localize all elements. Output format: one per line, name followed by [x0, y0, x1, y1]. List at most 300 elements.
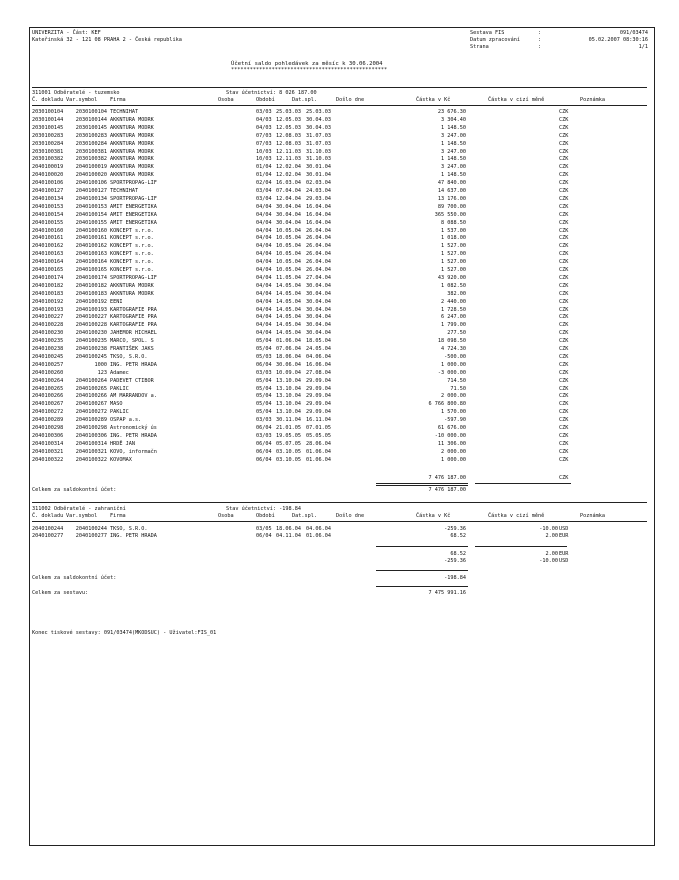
cell-doslo: 01.06.04 [306, 533, 331, 539]
cell-firma: TKSO, S.R.O. [110, 353, 148, 360]
cell-doklad: 2040100244 [32, 526, 64, 532]
cell-obdobi: 06/04 [256, 440, 272, 447]
cell-castka-kc: 1 537.00 [441, 227, 466, 234]
cell-mena: CZK [559, 180, 569, 187]
cell-mena: CZK [559, 251, 569, 258]
cell-doslo: 18.05.04 [306, 338, 331, 345]
cell-castka-kc: 1 570.00 [441, 409, 466, 416]
cell-mena: CZK [559, 274, 569, 281]
cell-varsymbol: 2040100267 [75, 401, 107, 408]
cell-varsymbol: 2040100163 [75, 251, 107, 258]
cell-castka-kc: 18 098.50 [437, 338, 466, 345]
cell-castka-kc: 1 148.50 [441, 140, 466, 147]
cell-firma: FRANTIŠEK JAKS [110, 346, 154, 352]
col-datspl: Dat.spl. [292, 513, 317, 519]
cell-doslo: 01.06.04 [306, 456, 331, 463]
cell-firma: TKSO, S.R.O. [110, 526, 148, 532]
cell-varsymbol: 2040100230 [75, 330, 107, 337]
cell-obdobi: 03/04 [256, 188, 272, 194]
cell-castka-kc: 23 676.30 [437, 109, 466, 115]
cell-castka-kc: 1 527.00 [441, 267, 466, 273]
cell-datspl: 12.11.03 [276, 148, 301, 155]
cell-doslo: 30.04.04 [306, 282, 331, 289]
cell-obdobi: 05/04 [256, 385, 272, 392]
cell-doklad: 2040100228 [32, 322, 64, 329]
cell-obdobi: 04/04 [256, 259, 272, 266]
value-datum: 05.02.2007 08:30:16 [588, 37, 648, 43]
section-stav: Stav účetnictví: 8 026 187.00 [226, 90, 317, 96]
cell-obdobi: 04/04 [256, 211, 272, 218]
cell-castka-kc: 68.52 [450, 533, 466, 539]
cell-doslo: 16.11.04 [306, 417, 331, 424]
label-sestava: Sestava FIS [470, 30, 505, 36]
cell-castka-kc: -10 000.00 [434, 432, 466, 439]
cell-mena: CZK [559, 282, 569, 289]
cell-datspl: 18.06.04 [276, 353, 301, 360]
cell-firma: AMIT ENERGETIKA [110, 203, 157, 210]
cell-datspl: 10.05.04 [276, 235, 301, 242]
subtotal-amount: 68.52 [450, 551, 466, 557]
cell-mena: CZK [559, 148, 569, 155]
cell-varsymbol: 2040100277 [75, 533, 107, 539]
cell-obdobi: 04/04 [256, 330, 272, 337]
cell-castka-kc: 89 700.00 [437, 203, 466, 210]
colon: : [538, 37, 542, 43]
cell-mena: USD [559, 526, 569, 532]
subtotal-rule [559, 483, 571, 484]
cell-castka-kc: 1 148.50 [441, 124, 466, 131]
cell-castka-kc: 3 247.00 [441, 132, 466, 139]
cell-datspl: 11.05.04 [276, 274, 301, 281]
cell-castka-kc: -500.00 [444, 353, 466, 360]
cell-datspl: 10.05.04 [276, 259, 301, 266]
divider [32, 521, 647, 522]
cell-castka-kc: 2 000.00 [441, 448, 466, 455]
cell-varsymbol: 2040100228 [75, 322, 107, 329]
cell-mena: CZK [559, 338, 569, 345]
cell-varsymbol: 2040100134 [75, 195, 107, 202]
cell-doslo: 29.09.04 [306, 377, 331, 384]
col-doklad: Č. dokladu [32, 97, 64, 103]
grand-total-label: Celkem za sestavu: [32, 590, 89, 596]
cell-datspl: 16.03.04 [276, 180, 301, 187]
cell-castka-kc: 1 728.50 [441, 306, 466, 313]
cell-mena: CZK [559, 195, 569, 202]
cell-firma: PAKLIC [110, 385, 129, 392]
cell-doslo: 31.07.03 [306, 132, 331, 139]
col-doklad: Č. dokladu [32, 513, 64, 519]
cell-castka-kc: 13 176.00 [437, 195, 466, 202]
cell-datspl: 12.11.03 [276, 156, 301, 163]
cell-doslo: 30.04.03 [306, 116, 331, 123]
cell-datspl: 12.05.03 [276, 116, 301, 123]
cell-castka-kc: 1 148.50 [441, 156, 466, 163]
cell-mena: CZK [559, 164, 569, 171]
cell-firma: AM MARRANDOV a. [110, 393, 157, 400]
colon: : [538, 30, 542, 36]
cell-varsymbol: 2040100314 [75, 440, 107, 447]
cell-firma: MASO [110, 401, 123, 408]
cell-datspl: 12.02.04 [276, 172, 301, 179]
cell-doklad: 2040100314 [32, 440, 64, 447]
cell-datspl: 14.05.04 [276, 322, 301, 329]
cell-firma: AKKNTURA MODRK [110, 132, 154, 139]
cell-datspl: 18.06.04 [276, 526, 301, 532]
cell-mena: CZK [559, 227, 569, 234]
cell-firma: KOVOMAX [110, 456, 132, 463]
cell-doslo: 30.04.04 [306, 306, 331, 313]
cell-mena: CZK [559, 306, 569, 313]
cell-firma: AKKNTURA MODRK [110, 172, 154, 179]
cell-firma: SPORTPROPAG-LIF [110, 274, 157, 281]
cell-doslo: 04.06.04 [306, 353, 331, 360]
cell-mena: CZK [559, 409, 569, 416]
cell-obdobi: 05/04 [256, 338, 272, 345]
cell-mena: CZK [559, 448, 569, 455]
subtotal-rule [475, 546, 567, 547]
subtotal-currency: EUR [559, 551, 569, 557]
cell-varsymbol: 2040100298 [75, 425, 107, 431]
cell-doklad: 2040100227 [32, 314, 64, 321]
cell-obdobi: 04/04 [256, 243, 272, 250]
cell-doklad: 2030100284 [32, 140, 64, 147]
cell-varsymbol: 2040100161 [75, 235, 107, 242]
cell-firma: JAHEMOR HICHAEL [110, 330, 157, 337]
cell-varsymbol: 2040100266 [75, 393, 107, 400]
cell-firma: KONCEPT s.r.o. [110, 243, 154, 250]
cell-doklad: 2040100235 [32, 338, 64, 345]
cell-doklad: 2040100162 [32, 243, 64, 250]
cell-castka-kc: 3 247.00 [441, 148, 466, 155]
cell-obdobi: 04/04 [256, 306, 272, 313]
cell-firma: OSPAP a.s. [110, 417, 142, 424]
cell-doslo: 31.07.03 [306, 140, 331, 147]
value-sestava: 091/03474 [619, 30, 648, 36]
title-underline: ************************************************** [231, 67, 388, 73]
cell-firma: ING. PETR HRADA [110, 361, 157, 368]
cell-firma: AKKNTURA MODRK [110, 156, 154, 163]
cell-doklad: 2030100104 [32, 109, 64, 115]
cell-doslo: 26.04.04 [306, 227, 331, 234]
cell-castka-kc: 6 247.00 [441, 314, 466, 321]
cell-firma: EENI [110, 298, 123, 305]
cell-varsymbol: 2040100162 [75, 243, 107, 250]
cell-obdobi: 04/04 [256, 203, 272, 210]
cell-doklad: 2040100267 [32, 401, 64, 408]
cell-mena: CZK [559, 124, 569, 131]
cell-datspl: 13.10.04 [276, 377, 301, 384]
cell-mena: CZK [559, 109, 569, 115]
cell-datspl: 03.10.05 [276, 448, 301, 455]
cell-obdobi: 04/04 [256, 314, 272, 321]
cell-mena: CZK [559, 188, 569, 194]
cell-doslo: 30.04.03 [306, 124, 331, 131]
cell-firma: KONCEPT s.r.o. [110, 227, 154, 234]
cell-varsymbol: 2030100104 [75, 109, 107, 115]
cell-varsymbol: 2040100174 [75, 274, 107, 281]
cell-obdobi: 05/04 [256, 377, 272, 384]
cell-obdobi: 04/03 [256, 116, 272, 123]
cell-doslo: 16.04.04 [306, 211, 331, 218]
cell-varsymbol: 2030100382 [75, 156, 107, 163]
cell-datspl: 10.05.04 [276, 267, 301, 273]
cell-doslo: 27.04.04 [306, 274, 331, 281]
cell-doslo: 29.09.04 [306, 409, 331, 416]
cell-datspl: 25.03.03 [276, 109, 301, 115]
subtotal-amount: 7 476 187.00 [428, 475, 466, 481]
cell-datspl: 19.05.05 [276, 432, 301, 439]
cell-varsymbol: 2030100145 [75, 124, 107, 131]
cell-datspl: 07.04.04 [276, 188, 301, 194]
cell-obdobi: 04/04 [256, 322, 272, 329]
cell-doklad: 2040100161 [32, 235, 64, 242]
cell-datspl: 10.09.04 [276, 369, 301, 376]
org-address: Kateřinská 32 - 121 08 PRAHA 2 - Česká republika [32, 37, 182, 43]
cell-mena: CZK [559, 132, 569, 139]
cell-mena: CZK [559, 330, 569, 337]
cell-varsymbol: 2040100019 [75, 164, 107, 171]
cell-mena: CZK [559, 314, 569, 321]
cell-castka-cizi: 2.00 [545, 533, 558, 539]
subtotal-foreign: 2.00 [545, 551, 558, 557]
cell-firma: KONCEPT s.r.o. [110, 235, 154, 242]
cell-doklad: 2040100163 [32, 251, 64, 258]
cell-doslo: 04.06.04 [306, 526, 331, 532]
cell-mena: CZK [559, 353, 569, 360]
cell-varsymbol: 2040100106 [75, 180, 107, 187]
cell-obdobi: 07/03 [256, 132, 272, 139]
cell-doslo: 30.04.04 [306, 290, 331, 297]
cell-firma: KONCEPT s.r.o. [110, 259, 154, 266]
cell-datspl: 13.10.04 [276, 401, 301, 408]
cell-firma: KARTOGRAFIE PRA [110, 322, 157, 329]
cell-doslo: 29.09.04 [306, 393, 331, 400]
cell-firma: KONCEPT s.r.o. [110, 267, 154, 273]
cell-mena: CZK [559, 432, 569, 439]
section1-total-amount: 7 476 187.00 [428, 487, 466, 493]
cell-doslo: 05.05.05 [306, 432, 331, 439]
cell-doslo: 30.04.04 [306, 322, 331, 329]
cell-doklad: 2040100322 [32, 456, 64, 463]
subtotal-rule [376, 483, 468, 484]
section2-total-label: Celkem za saldokontní účet: [32, 575, 117, 581]
cell-datspl: 13.10.04 [276, 385, 301, 392]
cell-doslo: 02.03.04 [306, 180, 331, 187]
cell-varsymbol: 2040100183 [75, 290, 107, 297]
cell-datspl: 12.05.03 [276, 124, 301, 131]
cell-varsymbol: 2040100193 [75, 306, 107, 313]
cell-castka-kc: 43 920.00 [437, 274, 466, 281]
col-obdobi: Období [256, 513, 275, 519]
col-doslo: Došlo dne [336, 97, 365, 103]
cell-firma: HRDĚ JAN [110, 440, 135, 447]
cell-datspl: 30.04.04 [276, 203, 301, 210]
cell-doklad: 2030100145 [32, 124, 64, 131]
cell-mena: CZK [559, 377, 569, 384]
cell-obdobi: 04/04 [256, 227, 272, 234]
cell-mena: CZK [559, 156, 569, 163]
cell-doslo: 07.01.05 [306, 425, 331, 431]
cell-varsymbol: 2040100265 [75, 385, 107, 392]
cell-castka-kc: 4 724.30 [441, 346, 466, 352]
cell-obdobi: 01/04 [256, 164, 272, 171]
cell-doklad: 2040100265 [32, 385, 64, 392]
cell-varsymbol: 2040100227 [75, 314, 107, 321]
cell-varsymbol: 2040100192 [75, 298, 107, 305]
cell-mena: CZK [559, 425, 569, 431]
cell-obdobi: 04/04 [256, 274, 272, 281]
cell-doslo: 26.04.04 [306, 251, 331, 258]
col-varsymbol: Var.symbol [66, 97, 98, 103]
cell-obdobi: 06/04 [256, 456, 272, 463]
cell-doklad: 2040100257 [32, 361, 64, 368]
cell-mena: CZK [559, 219, 569, 226]
cell-doklad: 2030100283 [32, 132, 64, 139]
cell-firma: AKKNTURA MODRK [110, 116, 154, 123]
cell-mena: CZK [559, 172, 569, 179]
footer-text: Konec tiskové sestavy: 091/03474(MKODSUC) - Uživatel:FIS_01 [32, 630, 217, 636]
section2-total-amount: -198.84 [444, 575, 466, 581]
cell-castka-kc: 71.50 [450, 385, 466, 392]
cell-doslo: 01.06.04 [306, 448, 331, 455]
cell-doklad: 2040100165 [32, 267, 64, 273]
cell-castka-kc: 1 018.00 [441, 235, 466, 242]
cell-doslo: 16.06.04 [306, 361, 331, 368]
cell-doslo: 30.04.04 [306, 330, 331, 337]
subtotal-rule [376, 546, 468, 547]
cell-castka-kc: 277.50 [447, 330, 466, 337]
total-rule [376, 485, 468, 486]
cell-doklad: 2040100182 [32, 282, 64, 289]
divider [32, 502, 647, 503]
cell-obdobi: 03/03 [256, 369, 272, 376]
cell-mena: CZK [559, 322, 569, 329]
cell-castka-kc: 3 304.40 [441, 116, 466, 123]
cell-castka-kc: 1 527.00 [441, 243, 466, 250]
cell-varsymbol: 2040100321 [75, 448, 107, 455]
cell-datspl: 05.07.05 [276, 440, 301, 447]
cell-doslo: 16.04.04 [306, 219, 331, 226]
cell-obdobi: 06/04 [256, 448, 272, 455]
cell-obdobi: 05/04 [256, 393, 272, 400]
cell-varsymbol: 2040100322 [75, 456, 107, 463]
subtotal-currency: USD [559, 558, 569, 564]
cell-mena: CZK [559, 401, 569, 408]
cell-obdobi: 01/04 [256, 172, 272, 179]
cell-firma: KARTOGRAFIE PRA [110, 306, 157, 313]
cell-firma: PADEVET CTIBOR [110, 377, 154, 384]
cell-datspl: 30.04.04 [276, 211, 301, 218]
cell-doslo: 28.06.04 [306, 440, 331, 447]
cell-doklad: 2040100106 [32, 180, 64, 187]
divider [32, 105, 647, 106]
cell-firma: AKKNTURA MODRK [110, 124, 154, 131]
cell-obdobi: 10/03 [256, 148, 272, 155]
cell-mena: CZK [559, 393, 569, 400]
cell-firma: AKKNTURA MODRK [110, 164, 154, 171]
cell-doklad: 2040100321 [32, 448, 64, 455]
cell-varsymbol: 2040100155 [75, 219, 107, 226]
cell-doklad: 2040100238 [32, 346, 64, 352]
cell-castka-kc: 1 148.50 [441, 172, 466, 179]
cell-firma: TECHNIHAT [110, 188, 139, 194]
cell-castka-kc: 8 088.50 [441, 219, 466, 226]
cell-mena: CZK [559, 417, 569, 424]
cell-datspl: 12.08.03 [276, 132, 301, 139]
cell-doklad: 2040100160 [32, 227, 64, 234]
cell-doklad: 2040100192 [32, 298, 64, 305]
cell-doklad: 2040100020 [32, 172, 64, 179]
section-heading: 311001 Odběratelé - tuzemsko [32, 90, 120, 96]
cell-datspl: 04.11.04 [276, 533, 301, 539]
subtotal-currency: CZK [559, 475, 569, 481]
cell-doklad: 2030100381 [32, 148, 64, 155]
col-osoba: Osoba [218, 513, 234, 519]
cell-datspl: 01.06.04 [276, 338, 301, 345]
cell-datspl: 14.05.04 [276, 282, 301, 289]
cell-doklad: 2040100134 [32, 195, 64, 202]
cell-firma: AKKNTURA MODRK [110, 140, 154, 147]
cell-varsymbol: 123 [97, 369, 107, 376]
cell-doklad: 2030100144 [32, 116, 64, 123]
cell-obdobi: 04/04 [256, 298, 272, 305]
cell-doslo: 30.04.04 [306, 298, 331, 305]
cell-doklad: 2040100260 [32, 369, 64, 376]
cell-doslo: 31.10.03 [306, 148, 331, 155]
cell-doklad: 2040100277 [32, 533, 64, 539]
cell-mena: CZK [559, 243, 569, 250]
cell-varsymbol: 2030100144 [75, 116, 107, 123]
cell-datspl: 14.05.04 [276, 290, 301, 297]
cell-doklad: 2040100019 [32, 164, 64, 171]
cell-castka-kc: 14 637.00 [437, 188, 466, 194]
divider [32, 87, 647, 88]
cell-obdobi: 05/04 [256, 409, 272, 416]
cell-firma: SPORTPROPAG-LIF [110, 195, 157, 202]
cell-doslo: 26.04.04 [306, 243, 331, 250]
cell-mena: CZK [559, 385, 569, 392]
cell-doslo: 27.08.04 [306, 369, 331, 376]
cell-obdobi: 05/04 [256, 346, 272, 352]
grand-total-rule [376, 586, 468, 587]
value-strana: 1/1 [638, 44, 648, 50]
cell-obdobi: 07/03 [256, 140, 272, 147]
cell-doklad: 2040100245 [32, 353, 64, 360]
cell-firma: AMIT ENERGETIKA [110, 211, 157, 218]
subtotal-amount: -259.36 [444, 558, 466, 564]
cell-datspl: 10.05.04 [276, 243, 301, 250]
cell-doklad: 2040100298 [32, 425, 64, 431]
cell-doklad: 2040100230 [32, 330, 64, 337]
col-castka-cizi: Částka v cizí měně [488, 513, 545, 519]
cell-varsymbol: 2040100264 [75, 377, 107, 384]
cell-doklad: 2040100289 [32, 417, 64, 424]
cell-obdobi: 05/03 [256, 353, 272, 360]
cell-obdobi: 04/04 [256, 282, 272, 289]
cell-mena: CZK [559, 440, 569, 447]
cell-datspl: 30.06.04 [276, 361, 301, 368]
cell-obdobi: 03/04 [256, 195, 272, 202]
cell-varsymbol: 2040100020 [75, 172, 107, 179]
cell-castka-cizi: -10.00 [539, 526, 558, 532]
cell-doklad: 2040100154 [32, 211, 64, 218]
cell-varsymbol: 1000 [94, 361, 107, 368]
cell-varsymbol: 2040100245 [75, 353, 107, 360]
cell-firma: MARCO, SPOL. S [110, 338, 154, 345]
cell-obdobi: 04/04 [256, 267, 272, 273]
cell-doklad: 2040100153 [32, 203, 64, 210]
cell-obdobi: 03/03 [256, 432, 272, 439]
